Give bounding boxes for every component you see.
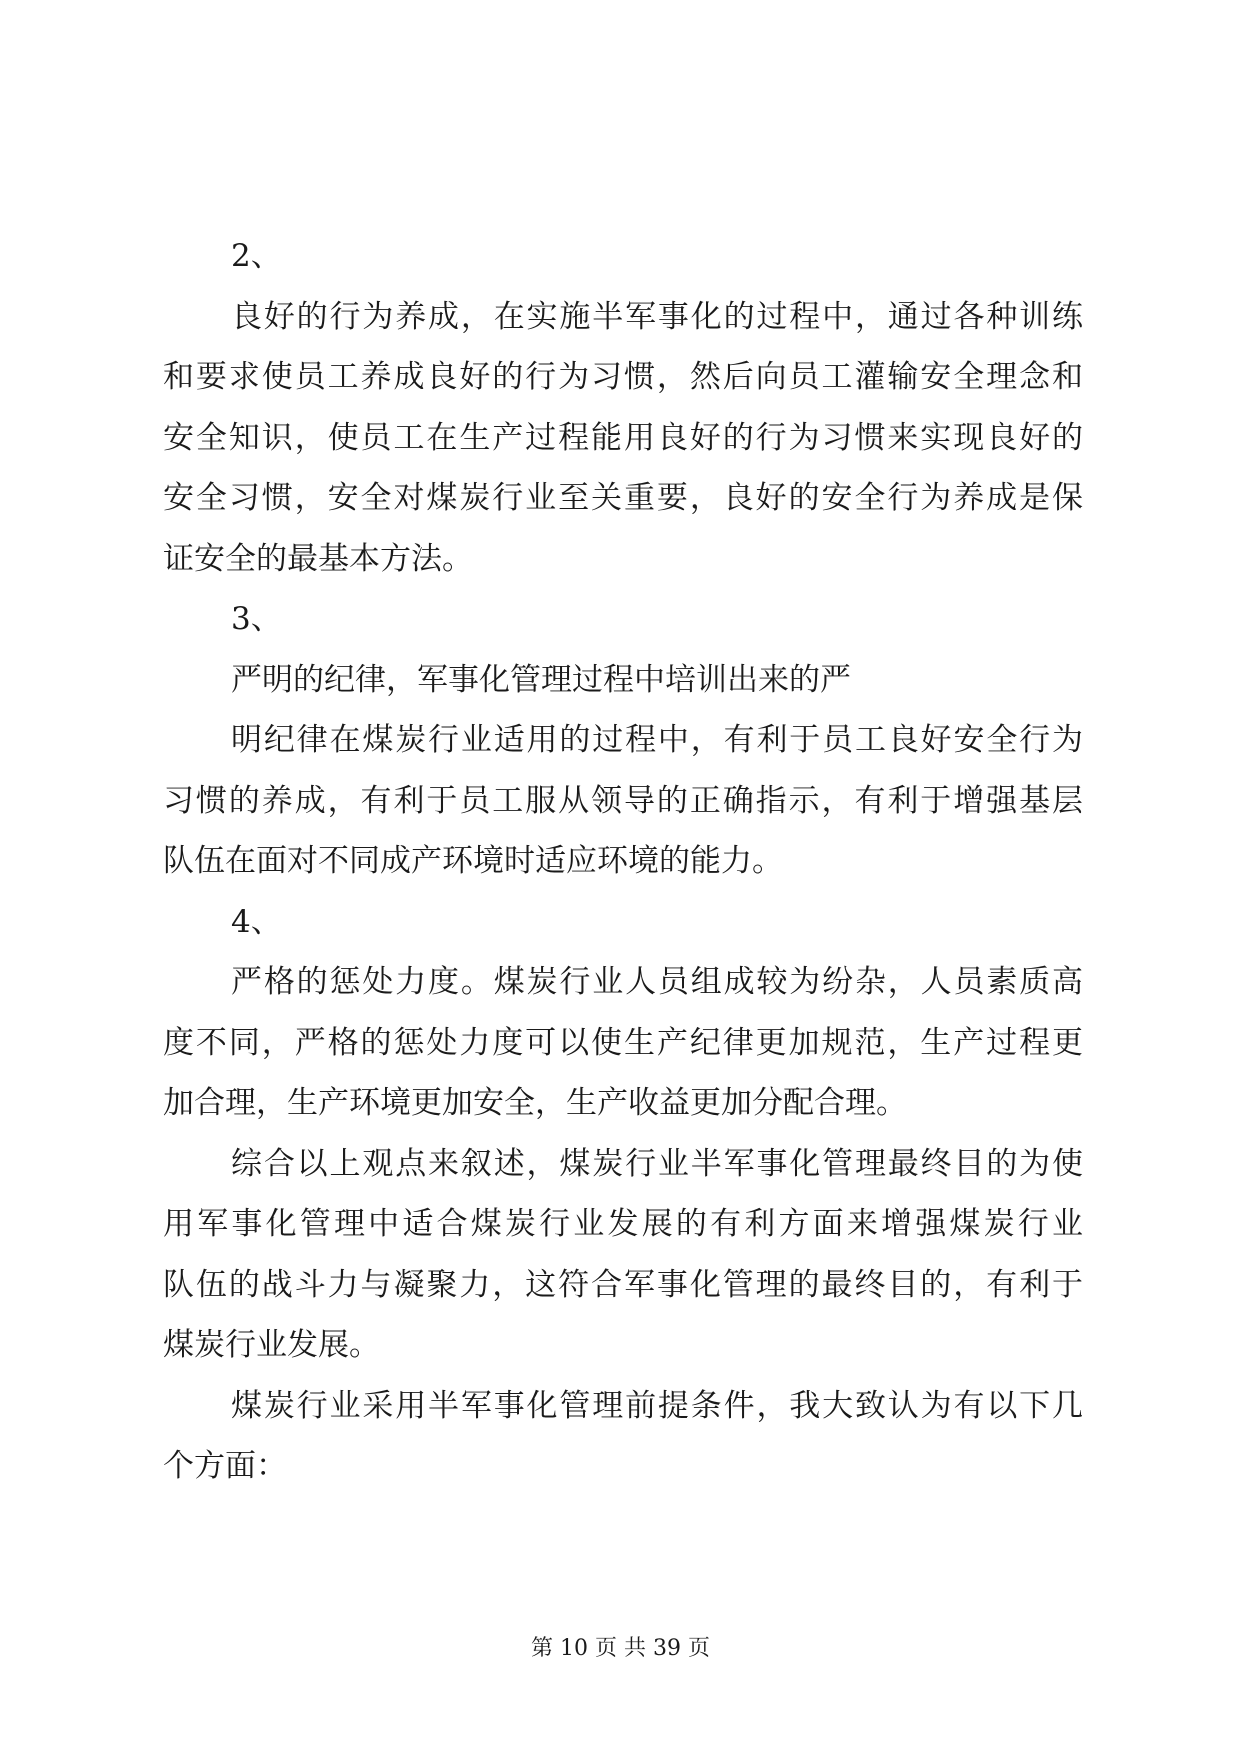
text-line: 综合以上观点来叙述，煤炭行业半军事化管理最终目的为使 xyxy=(231,1145,1083,1182)
text-line: 安全习惯，安全对煤炭行业至关重要，良好的安全行为养成是保 xyxy=(163,480,1083,516)
text-line: 严格的惩处力度。煤炭行业人员组成较为纷杂，人员素质高 xyxy=(231,964,1083,1000)
text-line: 煤炭行业采用半军事化管理前提条件，我大致认为有以下几 xyxy=(231,1387,1083,1424)
text-line: 证安全的最基本方法。 xyxy=(163,540,473,577)
text-line: 加合理，生产环境更加安全，生产收益更加分配合理。 xyxy=(163,1085,907,1121)
text-line: 和要求使员工养成良好的行为习惯，然后向员工灌输安全理念和 xyxy=(163,359,1083,395)
text-line: 3、 xyxy=(231,601,282,637)
text-line: 用军事化管理中适合煤炭行业发展的有利方面来增强煤炭行业 xyxy=(163,1206,1083,1242)
text-line: 良好的行为养成，在实施半军事化的过程中，通过各种训练 xyxy=(231,298,1083,335)
text-line: 煤炭行业发展。 xyxy=(163,1327,380,1363)
text-line: 安全知识，使员工在生产过程能用良好的行为习惯来实现良好的 xyxy=(163,419,1083,456)
text-line: 4、 xyxy=(231,903,282,940)
text-line: 严明的纪律，军事化管理过程中培训出来的严 xyxy=(231,661,851,698)
text-line: 队伍在面对不同成产环境时适应环境的能力。 xyxy=(163,843,783,879)
text-line: 习惯的养成，有利于员工服从领导的正确指示，有利于增强基层 xyxy=(163,782,1083,819)
text-line: 队伍的战斗力与凝聚力，这符合军事化管理的最终目的，有利于 xyxy=(163,1266,1083,1303)
text-line: 个方面： xyxy=(163,1448,287,1484)
page-footer: 第 10 页 共 39 页 xyxy=(531,1636,710,1661)
text-line: 2、 xyxy=(231,238,282,274)
document-body xyxy=(163,226,1083,1497)
text-line: 度不同，严格的惩处力度可以使生产纪律更加规范，生产过程更 xyxy=(163,1024,1083,1061)
text-line: 明纪律在煤炭行业适用的过程中，有利于员工良好安全行为 xyxy=(231,722,1083,758)
